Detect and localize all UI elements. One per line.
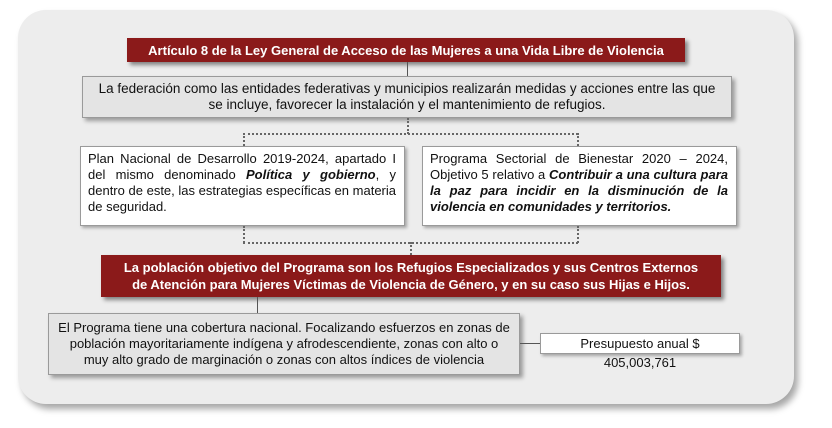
federation-text: La federación como las entidades federativas y municipios realizarán medidas y acciones entre las que se incluye, favorecer la instalación y el mantenimiento de refugios. — [98, 81, 716, 112]
plan-nacional-box — [80, 146, 405, 226]
coverage-text: El Programa tiene una cobertura nacional. Focalizando esfuerzos en zonas de población mayoritariamente indígena y afrodescendiente, zonas con alto o muy alto grado de marginación o zonas con altos índices de violencia — [58, 320, 510, 367]
budget-box — [540, 333, 740, 370]
connector-federation-split — [407, 118, 409, 134]
target-population-text: La población objetivo del Programa son los Refugios Especializados y sus Centros Externos de Atención para Mujeres Víctimas de Violencia de Género, y en su caso sus Hijas e Hijos. — [123, 260, 699, 292]
programa-sectorial-box — [422, 146, 737, 226]
connector-article-federation — [407, 62, 408, 76]
plan-nacional-text-start: Plan Nacional de Desarrollo 2019-2024, apartado I del mismo denominado — [88, 151, 396, 182]
connector-merge — [410, 242, 412, 255]
connector-left-bottom — [243, 226, 245, 243]
article-title: Artículo 8 de la Ley General de Acceso de las Mujeres a una Vida Libre de Violencia — [148, 42, 664, 58]
programa-sectorial-emphasis: Contribuir a una cultura para la paz para incidir en la disminución de la violencia en comunidades y territorios. — [430, 167, 728, 214]
budget-text: Presupuesto anual $ 405,003,761 — [580, 336, 700, 370]
plan-nacional-text-end: , y dentro de este, las estrategias específicas en materia de seguridad. — [88, 167, 396, 214]
federation-box — [82, 76, 732, 118]
programa-sectorial-text-start: Programa Sectorial de Bienestar 2020 – 2024, Objetivo 5 relativo a — [430, 151, 728, 182]
plan-nacional-emphasis: Política y gobierno — [246, 167, 376, 182]
connector-right-bottom — [577, 226, 579, 243]
connector-top-branch — [243, 133, 578, 135]
coverage-box — [48, 313, 520, 375]
article-title-box — [127, 38, 685, 62]
target-population-box — [101, 255, 721, 297]
connector-target-coverage — [257, 297, 258, 313]
connector-coverage-budget — [520, 343, 540, 344]
connector-right-top — [577, 133, 579, 146]
connector-left-top — [243, 133, 245, 146]
